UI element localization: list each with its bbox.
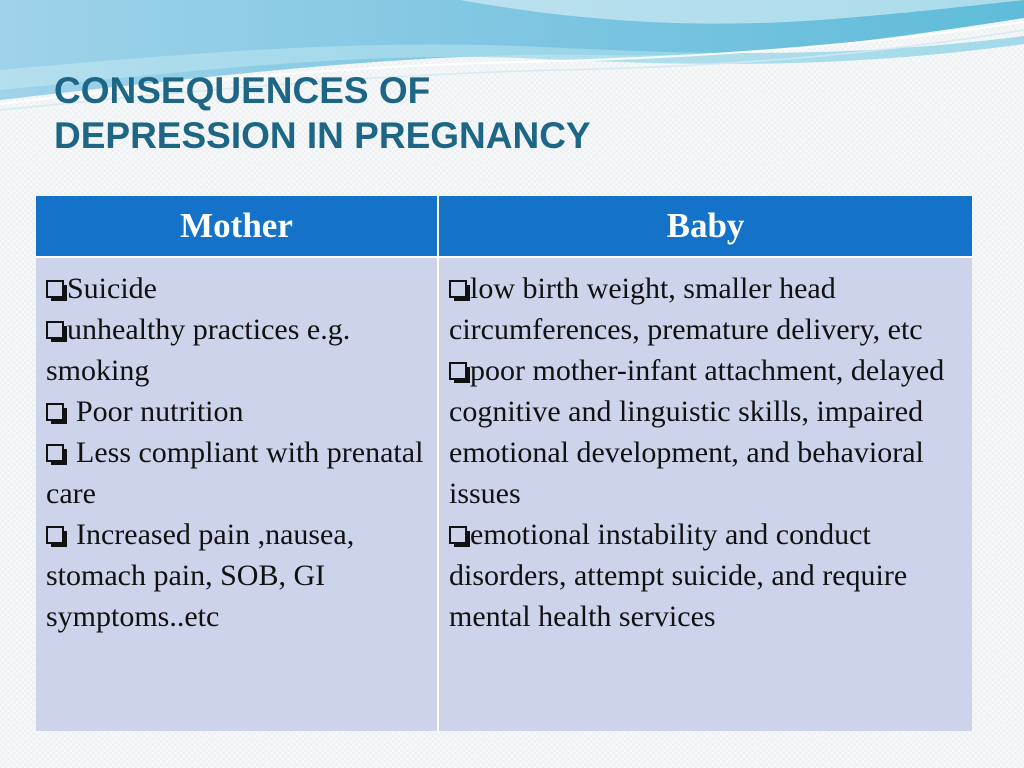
consequences-table-container — [36, 196, 972, 731]
checkbox-square-icon — [449, 526, 467, 544]
list-item — [46, 514, 429, 637]
list-item-text: emotional instability and conduct disorders, attempt suicide, and require mental health services — [449, 518, 908, 633]
list-item-text: Suicide — [67, 272, 157, 305]
list-item-text: unhealthy practices e.g. smoking — [46, 313, 351, 387]
list-item-text: low birth weight, smaller head circumferences, premature delivery, etc — [449, 272, 923, 346]
checkbox-square-icon — [46, 403, 64, 421]
list-item — [449, 350, 964, 514]
consequences-table — [36, 196, 972, 731]
column-header-baby: Baby — [438, 196, 972, 257]
list-item — [449, 268, 964, 350]
list-item — [46, 268, 429, 309]
checkbox-square-icon — [46, 444, 64, 462]
baby-consequences-cell — [438, 257, 972, 731]
checkbox-square-icon — [46, 526, 64, 544]
slide-title-line-1: CONSEQUENCES OF — [54, 70, 431, 111]
checkbox-square-icon — [449, 280, 467, 298]
list-item-text: Less compliant with prenatal care — [46, 436, 424, 510]
column-header-mother: Mother — [36, 196, 438, 257]
slide-title-line-2: DEPRESSION IN PREGNANCY — [54, 115, 591, 156]
list-item-text: Increased pain ,nausea, stomach pain, SOB, GI symptoms..etc — [46, 518, 355, 633]
checkbox-square-icon — [46, 280, 64, 298]
slide-title — [54, 68, 954, 158]
list-item — [46, 309, 429, 391]
list-item-text: poor mother-infant attachment, delayed cognitive and linguistic skills, impaired emotional development, and behavioral issues — [449, 354, 945, 510]
list-item-text: Poor nutrition — [76, 395, 244, 428]
checkbox-square-icon — [449, 362, 467, 380]
table-row — [36, 257, 972, 731]
list-item — [46, 432, 429, 514]
list-item — [46, 391, 429, 432]
list-item — [449, 514, 964, 637]
checkbox-square-icon — [46, 321, 64, 339]
table-header-row — [36, 196, 972, 257]
mother-consequences-cell — [36, 257, 438, 731]
